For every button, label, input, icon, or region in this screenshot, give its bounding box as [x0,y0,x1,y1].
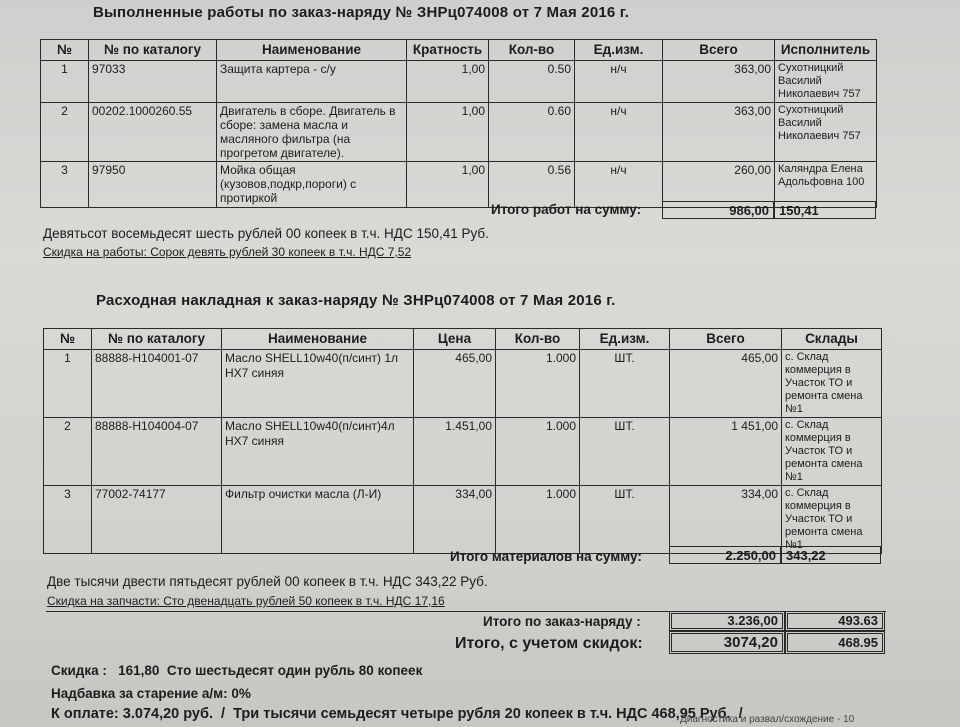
row-number: 3 [41,162,89,208]
row-total: 1 451,00 [670,418,782,486]
works-title: Выполненные работы по заказ-наряду № ЗНРц074008 от 7 Мая 2016 г. [93,4,630,21]
parts-col-price: Цена [414,329,496,350]
parts-title: Расходная накладная к заказ-наряду № ЗНРц074008 от 7 Мая 2016 г. [96,292,616,309]
price: 334,00 [414,486,496,554]
quantity: 0.50 [489,61,575,103]
row-total: 334,00 [670,486,782,554]
table-row [44,418,882,486]
work-name: Двигатель в сборе. Двигатель в сборе: замена масла и масляного фильтра (на прогретом двигателе). [217,103,407,162]
works-sum-in-words: Девятьсот восемьдесят шесть рублей 00 копеек в т.ч. НДС 150,41 Руб. [43,226,489,241]
parts-col-n: № [44,329,92,350]
works-header-row [41,40,877,61]
discount-line: Скидка : 161,80 Сто шестьдесят один рубль 80 копеек [51,663,423,678]
row-number: 2 [41,103,89,162]
parts-total-sum: 2.250,00 [669,546,781,564]
works-col-name: Наименование [217,40,407,61]
catalog-number: 97033 [89,61,217,103]
catalog-number: 88888-H104001-07 [92,350,222,418]
works-total-vat: 150,41 [774,201,876,219]
parts-col-qty: Кол-во [496,329,580,350]
parts-total-label: Итого материалов на сумму: [450,549,642,564]
parts-col-name: Наименование [222,329,414,350]
part-name: Фильтр очистки масла (Л-И) [222,486,414,554]
row-number: 1 [41,61,89,103]
catalog-number: 00202.1000260.55 [89,103,217,162]
executor: Каляндра Елена Адольфовна 100 [775,162,877,208]
row-total: 465,00 [670,350,782,418]
table-row [44,350,882,418]
works-total-sum: 986,00 [662,201,774,219]
row-total: 363,00 [663,61,775,103]
catalog-number: 77002-74177 [92,486,222,554]
works-col-exec: Исполнитель [775,40,877,61]
store: с. Склад коммерция в Участок ТО и ремонта смена №1 [782,486,882,554]
parts-sum-in-words: Две тысячи двести пятьдесят рублей 00 копеек в т.ч. НДС 343,22 Руб. [47,574,488,589]
work-name: Защита картера - с/у [217,61,407,103]
unit: ШТ. [580,418,670,486]
table-row [44,486,882,554]
works-col-total: Всего [663,40,775,61]
parts-col-unit: Ед.изм. [580,329,670,350]
row-total: 363,00 [663,103,775,162]
parts-col-store: Склады [782,329,882,350]
works-col-cat: № по каталогу [89,40,217,61]
parts-col-cat: № по каталогу [92,329,222,350]
works-col-mult: Кратность [407,40,489,61]
quantity: 1.000 [496,350,580,418]
store: с. Склад коммерция в Участок ТО и ремонта смена №1 [782,350,882,418]
multiplicity: 1,00 [407,162,489,208]
row-total: 260,00 [663,162,775,208]
price: 1.451,00 [414,418,496,486]
discount-total-label: Итого, с учетом скидок: [455,635,643,652]
catalog-number: 97950 [89,162,217,208]
quantity: 0.60 [489,103,575,162]
unit: н/ч [575,162,663,208]
store: с. Склад коммерция в Участок ТО и ремонта смена №1 [782,418,882,486]
parts-header-row [44,329,882,350]
work-name: Мойка общая (кузовов,подкр,пороги) с протиркой [217,162,407,208]
row-number: 1 [44,350,92,418]
payment-line: К оплате: 3.074,20 руб. / Три тысячи семьдесят четыре рубля 20 копеек в т.ч. НДС 468,95 Руб. / [51,706,743,722]
parts-col-total: Всего [670,329,782,350]
part-name: Масло SHELL10w40(п/синт)4л HX7 синяя [222,418,414,486]
parts-table [43,328,882,554]
order-total-vat: 493.63 [785,611,885,631]
executor: Сухотницкий Василий Николаевич 757 [775,103,877,162]
discount-total-sum: 3074,20 [669,631,785,654]
unit: ШТ. [580,350,670,418]
table-row [41,61,877,103]
parts-discount: Скидка на запчасти: Сто двенадцать рублей 50 копеек в т.ч. НДС 17,16 [47,594,445,608]
quantity: 1.000 [496,486,580,554]
quantity: 0.56 [489,162,575,208]
cutoff-text: Диагностика и развал/схождение - 10 [680,714,855,725]
multiplicity: 1,00 [407,61,489,103]
works-col-n: № [41,40,89,61]
works-col-qty: Кол-во [489,40,575,61]
row-number: 2 [44,418,92,486]
price: 465,00 [414,350,496,418]
works-table [40,39,877,208]
executor: Сухотницкий Василий Николаевич 757 [775,61,877,103]
row-number: 3 [44,486,92,554]
discount-total-vat: 468.95 [785,631,885,654]
catalog-number: 88888-H104004-07 [92,418,222,486]
table-row [41,103,877,162]
order-total-sum: 3.236,00 [669,611,785,631]
works-col-unit: Ед.изм. [575,40,663,61]
part-name: Масло SHELL10w40(п/синт) 1л HX7 синяя [222,350,414,418]
works-discount: Скидка на работы: Сорок девять рублей 30 копеек в т.ч. НДС 7,52 [43,245,412,259]
multiplicity: 1,00 [407,103,489,162]
quantity: 1.000 [496,418,580,486]
parts-total-vat: 343,22 [781,546,881,564]
unit: ШТ. [580,486,670,554]
order-total-label: Итого по заказ-наряду : [483,614,641,629]
unit: н/ч [575,103,663,162]
works-total-label: Итого работ на сумму: [491,202,642,217]
unit: н/ч [575,61,663,103]
aging-surcharge-line: Надбавка за старение а/м: 0% [51,686,251,701]
